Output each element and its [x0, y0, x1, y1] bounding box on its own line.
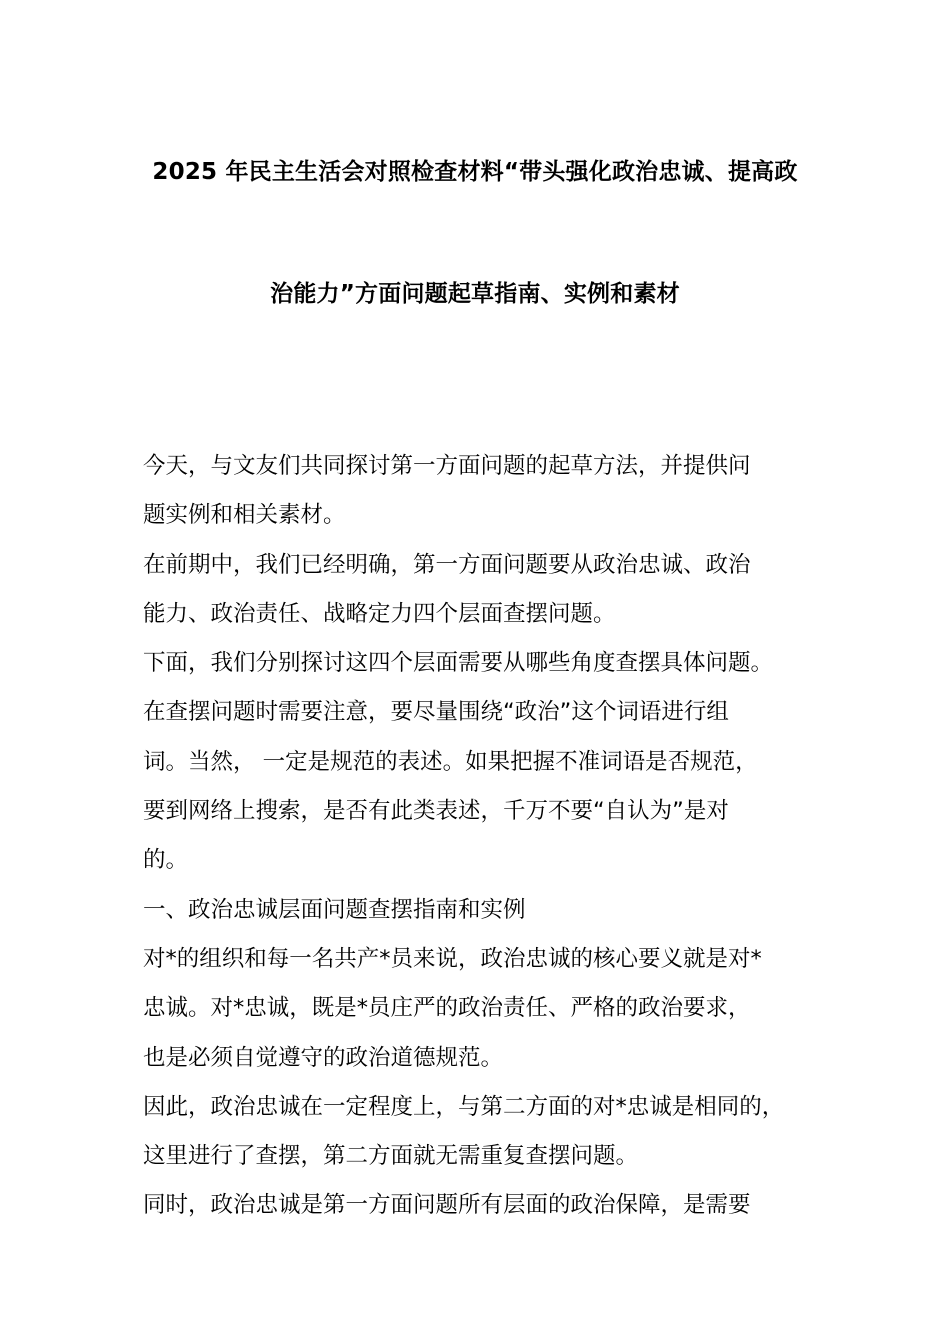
body-line: 在查摆问题时需要注意，要尽量围绕“政治”这个词语进行组 — [143, 699, 729, 726]
body-line: 这里进行了查摆，第二方面就无需重复查摆问题。 — [143, 1143, 639, 1170]
body-line: 在前期中，我们已经明确，第一方面问题要从政治忠诚、政治 — [143, 551, 751, 578]
body-line: 能力、政治责任、战略定力四个层面查摆问题。 — [143, 600, 616, 627]
document-body — [143, 442, 843, 1231]
body-line: 题实例和相关素材。 — [143, 502, 346, 529]
body-line: 下面，我们分别探讨这四个层面需要从哪些角度查摆具体问题。 — [143, 650, 774, 677]
body-line: 因此，政治忠诚在一定程度上，与第二方面的对*忠诚是相同的， — [143, 1093, 785, 1120]
body-line: 对*的组织和每一名共产*员来说，政治忠诚的核心要义就是对* — [143, 945, 762, 972]
body-line: 的。 — [143, 847, 189, 874]
section-heading: 一、政治忠诚层面问题查摆指南和实例 — [143, 896, 526, 923]
body-line: 忠诚。对*忠诚，既是*员庄严的政治责任、严格的政治要求， — [143, 995, 751, 1022]
document-title-line-1: 2025 年民主生活会对照检查材料“带头强化政治忠诚、提高政 — [152, 159, 798, 185]
body-line: 要到网络上搜索，是否有此类表述，千万不要“自认为”是对 — [143, 798, 729, 825]
body-line: 词。当然， 一定是规范的表述。如果把握不准词语是否规范， — [143, 748, 758, 775]
body-line: 同时，政治忠诚是第一方面问题所有层面的政治保障，是需要 — [143, 1192, 751, 1219]
body-line: 也是必须自觉遵守的政治道德规范。 — [143, 1044, 504, 1071]
body-line: 今天，与文友们共同探讨第一方面问题的起草方法，并提供问 — [143, 453, 751, 479]
document-title-line-2: 治能力”方面问题起草指南、实例和素材 — [270, 281, 680, 307]
